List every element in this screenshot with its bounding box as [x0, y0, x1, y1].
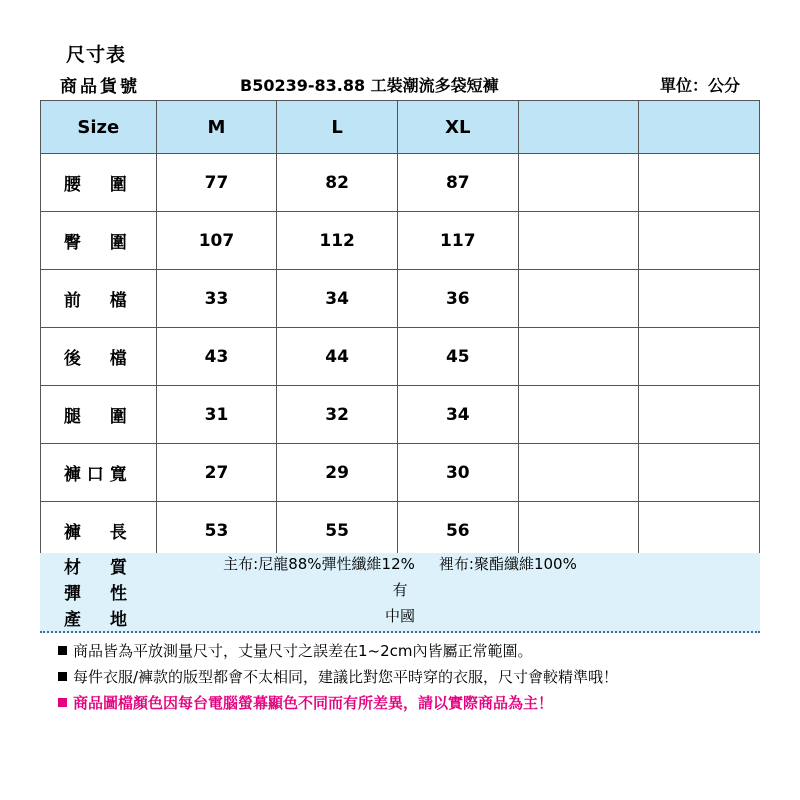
cell-value: 87 — [397, 154, 518, 212]
cell-value — [518, 444, 639, 502]
cell-value — [639, 154, 760, 212]
cell-value: 31 — [156, 386, 277, 444]
cell-value — [639, 212, 760, 270]
page-title: 尺寸表 — [66, 44, 127, 66]
size-table — [40, 100, 760, 560]
cell-value: 107 — [156, 212, 277, 270]
cell-value: 30 — [397, 444, 518, 502]
table-row — [41, 328, 760, 386]
origin-value: 中國 — [384, 607, 415, 625]
fabric-value-main: 主布:尼龍88%彈性纖維12% — [223, 555, 415, 573]
row-label: 褲 長 — [41, 502, 157, 560]
origin-label: 產 地 — [64, 610, 133, 630]
cell-value: 33 — [156, 270, 277, 328]
column-header-size: Size — [41, 101, 157, 154]
material-fabric-row — [40, 553, 760, 579]
cell-value — [518, 386, 639, 444]
cell-value: 55 — [277, 502, 398, 560]
cell-value: 117 — [397, 212, 518, 270]
table-row — [41, 386, 760, 444]
bullet-icon — [58, 646, 67, 655]
column-header-l: L — [277, 101, 398, 154]
cell-value: 36 — [397, 270, 518, 328]
cell-value — [639, 386, 760, 444]
cell-value — [518, 502, 639, 560]
table-row — [41, 212, 760, 270]
note-item — [58, 664, 758, 690]
row-label: 腰 圍 — [41, 154, 157, 212]
cell-value: 56 — [397, 502, 518, 560]
elastic-label: 彈 性 — [64, 584, 133, 604]
row-label: 腿 圍 — [41, 386, 157, 444]
note-text: 商品圖檔顏色因每台電腦螢幕顯色不同而有所差異，請以實際商品為主！ — [73, 694, 554, 712]
cell-value: 29 — [277, 444, 398, 502]
cell-value — [639, 444, 760, 502]
cell-value: 82 — [277, 154, 398, 212]
column-header-empty-2 — [639, 101, 760, 154]
cell-value — [518, 270, 639, 328]
material-origin-row — [40, 605, 760, 631]
cell-value: 112 — [277, 212, 398, 270]
elastic-value: 有 — [392, 581, 408, 599]
bullet-icon — [58, 672, 67, 681]
cell-value: 43 — [156, 328, 277, 386]
table-header-row — [41, 101, 760, 154]
cell-value: 45 — [397, 328, 518, 386]
cell-value — [518, 328, 639, 386]
cell-value — [518, 154, 639, 212]
note-text: 每件衣服/褲款的版型都會不太相同，建議比對您平時穿的衣服，尺寸會較精準哦！ — [73, 668, 619, 686]
cell-value: 53 — [156, 502, 277, 560]
note-item — [58, 638, 758, 664]
notes-list — [58, 638, 758, 716]
row-label: 後 檔 — [41, 328, 157, 386]
column-header-empty-1 — [518, 101, 639, 154]
cell-value: 32 — [277, 386, 398, 444]
row-label: 前 檔 — [41, 270, 157, 328]
note-item-highlight — [58, 690, 758, 716]
cell-value: 34 — [277, 270, 398, 328]
cell-value: 34 — [397, 386, 518, 444]
bullet-icon — [58, 698, 67, 707]
product-header — [60, 72, 740, 98]
product-code-value: B50239-83.88 工裝潮流多袋短褲 — [240, 76, 499, 95]
column-header-m: M — [156, 101, 277, 154]
material-info-block — [40, 553, 760, 633]
unit-label: 單位：公分 — [659, 76, 740, 95]
fabric-value-lining: 裡布:聚酯纖維100% — [438, 555, 577, 573]
product-code-label: 商品貨號 — [60, 77, 140, 97]
row-label: 褲口寬 — [41, 444, 157, 502]
cell-value — [639, 328, 760, 386]
table-row — [41, 154, 760, 212]
table-row — [41, 270, 760, 328]
cell-value: 44 — [277, 328, 398, 386]
note-text: 商品皆為平放測量尺寸，丈量尺寸之誤差在1~2cm內皆屬正常範圍。 — [73, 642, 533, 660]
row-label: 臀 圍 — [41, 212, 157, 270]
table-row — [41, 502, 760, 560]
cell-value — [639, 502, 760, 560]
cell-value — [639, 270, 760, 328]
cell-value: 27 — [156, 444, 277, 502]
cell-value: 77 — [156, 154, 277, 212]
cell-value — [518, 212, 639, 270]
column-header-xl: XL — [397, 101, 518, 154]
fabric-value — [40, 553, 760, 574]
fabric-label: 材 質 — [64, 558, 133, 578]
table-row — [41, 444, 760, 502]
material-elastic-row — [40, 579, 760, 605]
